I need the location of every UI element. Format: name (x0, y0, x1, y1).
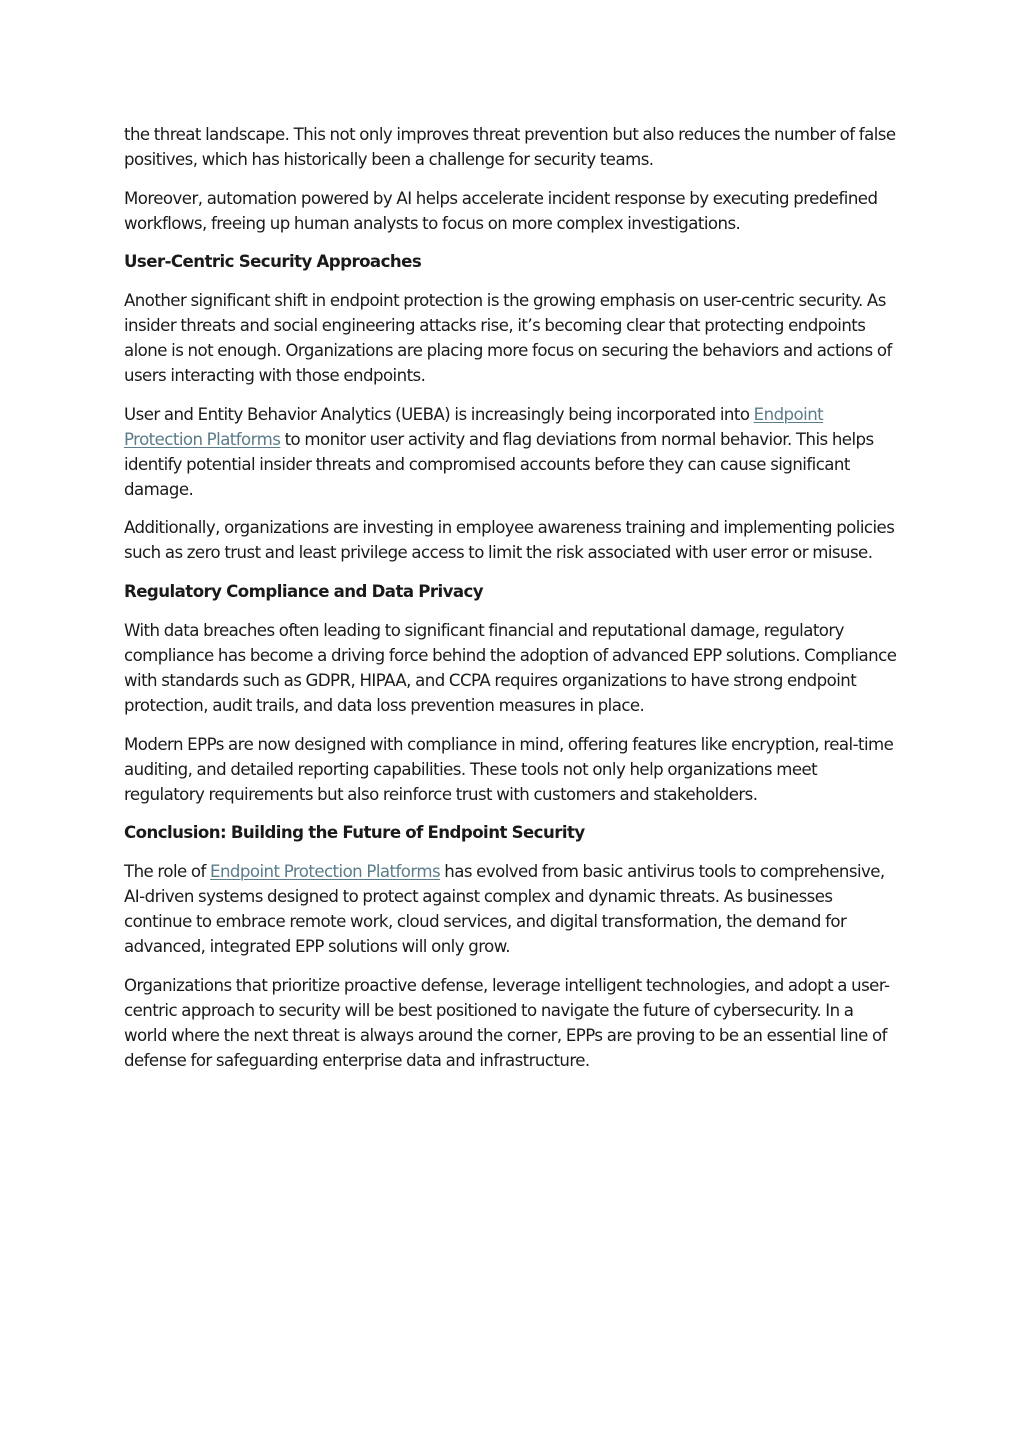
paragraph-ueba-text-start: User and Entity Behavior Analytics (UEBA) is increasingly being incorporated into (124, 404, 754, 424)
paragraph-user-centric: Another significant shift in endpoint protection is the growing emphasis on user-centric security. As insider threats and social engineering attacks rise, it’s becoming clear that protecting endpoints alone is not enough. Organizations are placing more focus on securing the behaviors and actions of users interacting with those endpoints. (124, 291, 892, 386)
endpoint-protection-platforms-link[interactable]: Endpoint Protection Platforms (124, 404, 824, 449)
paragraph-modern-epps: Modern EPPs are now designed with compliance in mind, offering features like encryption, real-time auditing, and detailed reporting capabilities. These tools not only help organizations meet regulatory requirements but also reinforce trust with customers and stakeholders. (124, 734, 894, 804)
paragraph-automation: Moreover, automation powered by AI helps accelerate incident response by executing predefined workflows, freeing up human analysts to focus on more complex investigations. (124, 188, 878, 233)
heading-conclusion: Conclusion: Building the Future of Endpoint Security (124, 823, 585, 843)
paragraph-role-text-start: The role of (124, 861, 211, 881)
paragraph-ueba (124, 402, 900, 502)
heading-user-centric-security: User-Centric Security Approaches (124, 252, 422, 272)
paragraph-awareness-training: Additionally, organizations are investing in employee awareness training and implementing policies such as zero trust and least privilege access to limit the risk associated with user error or misuse. (124, 518, 895, 563)
endpoint-protection-platforms-link[interactable]: Endpoint Protection Platforms (210, 861, 441, 881)
document-page (124, 122, 900, 1086)
paragraph-ueba-text-end: to monitor user activity and flag deviations from normal behavior. This helps identify potential insider threats and compromised accounts before they can cause significant damage. (124, 429, 874, 499)
paragraph-threat-landscape: the threat landscape. This not only improves threat prevention but also reduces the number of false positives, which has historically been a challenge for security teams. (124, 125, 896, 169)
paragraph-role-of-epp (124, 859, 900, 959)
paragraph-organizations-prioritize: Organizations that prioritize proactive defense, leverage intelligent technologies, and adopt a user-centric approach to security will be best positioned to navigate the future of cybersecurity. In a world where the next threat is always around the corner, EPPs are proving to be an essential line of defense for safeguarding enterprise data and infrastructure. (124, 975, 890, 1070)
paragraph-role-text-end: has evolved from basic antivirus tools to comprehensive, AI-driven systems designed to protect against complex and dynamic threats. As businesses continue to embrace remote work, cloud services, and digital transformation, the demand for advanced, integrated EPP solutions will only grow. (124, 861, 885, 956)
paragraph-compliance: With data breaches often leading to significant financial and reputational damage, regulatory compliance has become a driving force behind the adoption of advanced EPP solutions. Compliance with standards such as GDPR, HIPAA, and CCPA requires organizations to have strong endpoint protection, audit trails, and data loss prevention measures in place. (124, 620, 897, 715)
heading-regulatory-compliance: Regulatory Compliance and Data Privacy (124, 582, 484, 602)
